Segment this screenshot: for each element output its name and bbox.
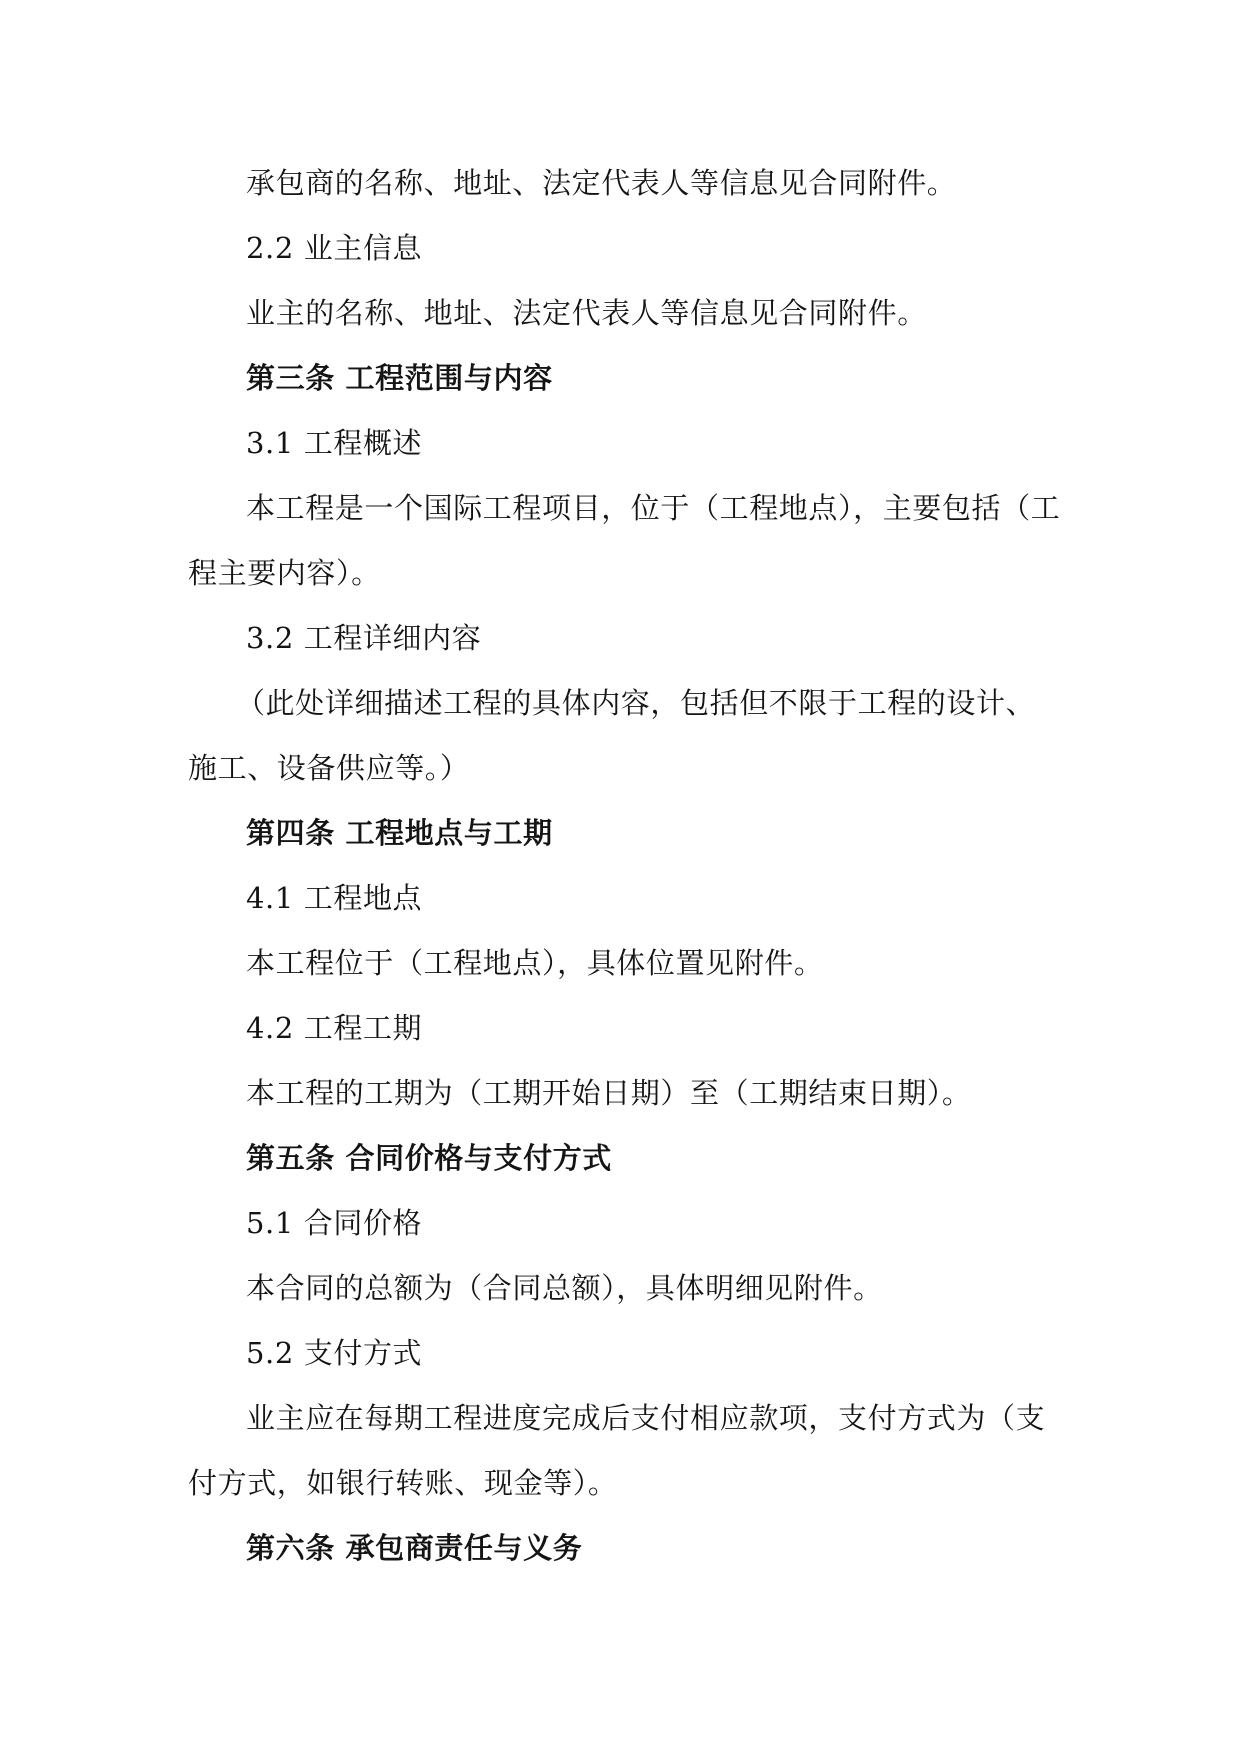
section-5-1-title: 5.1 合同价格: [246, 1206, 423, 1240]
article-3-heading: 第三条 工程范围与内容: [246, 361, 553, 395]
section-5-2-title: 5.2 支付方式: [246, 1336, 423, 1370]
paragraph-project-details-line-1: （此处详细描述工程的具体内容，包括但不限于工程的设计、: [236, 686, 1036, 720]
paragraph-owner-info: 业主的名称、地址、法定代表人等信息见合同附件。: [246, 296, 927, 330]
article-6-heading: 第六条 承包商责任与义务: [246, 1531, 583, 1565]
section-3-1-title: 3.1 工程概述: [246, 426, 423, 460]
paragraph-contract-price: 本合同的总额为（合同总额），具体明细见附件。: [246, 1271, 883, 1305]
section-2-2-title: 2.2 业主信息: [246, 231, 423, 265]
paragraph-project-overview-line-2: 程主要内容）。: [188, 556, 381, 590]
article-5-heading: 第五条 合同价格与支付方式: [246, 1141, 612, 1175]
section-3-2-title: 3.2 工程详细内容: [246, 621, 482, 655]
section-4-1-title: 4.1 工程地点: [246, 881, 423, 915]
paragraph-project-overview-line-1: 本工程是一个国际工程项目，位于（工程地点），主要包括（工: [246, 491, 1061, 525]
paragraph-project-duration: 本工程的工期为（工期开始日期）至（工期结束日期）。: [246, 1076, 972, 1110]
paragraph-payment-method-line-1: 业主应在每期工程进度完成后支付相应款项，支付方式为（支: [246, 1401, 1046, 1435]
paragraph-project-location: 本工程位于（工程地点），具体位置见附件。: [246, 946, 824, 980]
article-4-heading: 第四条 工程地点与工期: [246, 816, 553, 850]
paragraph-contractor-info: 承包商的名称、地址、法定代表人等信息见合同附件。: [246, 166, 957, 200]
section-4-2-title: 4.2 工程工期: [246, 1011, 423, 1045]
paragraph-payment-method-line-2: 付方式，如银行转账、现金等）。: [188, 1466, 618, 1500]
paragraph-project-details-line-2: 施工、设备供应等。）: [188, 751, 470, 785]
